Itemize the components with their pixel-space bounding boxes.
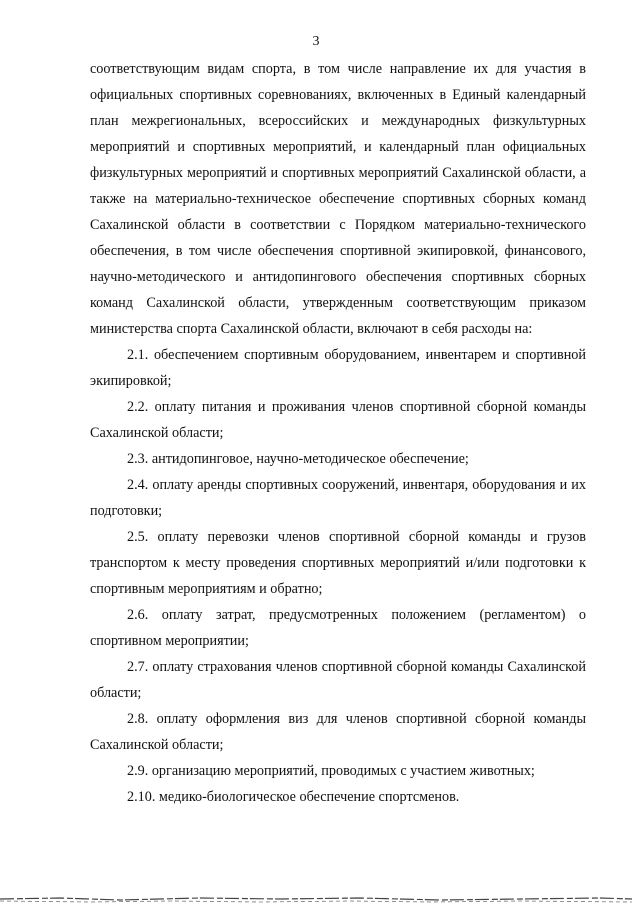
list-item-2-3: 2.3. антидопинговое, научно-методическое обеспечение; [127, 451, 469, 467]
list-item-2-6: 2.6. оплату затрат, предусмотренных положением (регламентом) о спортивном мероприятии; [90, 607, 586, 649]
list-item-2-10: 2.10. медико-биологическое обеспечение спортсменов. [127, 789, 460, 805]
list-item-2-9: 2.9. организацию мероприятий, проводимых с участием животных; [127, 763, 535, 779]
list-item-2-5: 2.5. оплату перевозки членов спортивной сборной команды и грузов транспортом к месту проведения спортивных мероприятий и/или подготовки к спортивным мероприятиям и обратно; [90, 529, 586, 597]
scan-edge-artifact [0, 893, 632, 905]
list-item-2-2: 2.2. оплату питания и проживания членов спортивной сборной команды Сахалинской области; [90, 399, 586, 441]
list-item-2-8: 2.8. оплату оформления виз для членов спортивной сборной команды Сахалинской области; [90, 711, 586, 753]
list-item-2-1: 2.1. обеспечением спортивным оборудованием, инвентарем и спортивной экипировкой; [90, 347, 586, 389]
intro-paragraph: соответствующим видам спорта, в том числе направление их для участия в официальных спортивных соревнованиях, включенных в Единый календарный план межрегиональных, всероссийских и международных физкультурных мероприятий и спортивных мероприятий, и календарный план официальных физкультурных мероприятий и спортивных мероприятий Сахалинской области, а также на материально-техническое обеспечение спортивных сборных команд Сахалинской области в соответствии с Порядком материально-технического обеспечения, в том числе обеспечения спортивной экипировкой, финансового, научно-методического и антидопингового обеспечения спортивных сборных команд Сахалинской области, утвержденным соответствующим приказом министерства спорта Сахалинской области, включают в себя расходы на: [90, 61, 586, 337]
list-item-2-7: 2.7. оплату страхования членов спортивной сборной команды Сахалинской области; [90, 659, 586, 701]
document-body [90, 56, 586, 810]
page-number: 3 [312, 34, 320, 49]
list-item-2-4: 2.4. оплату аренды спортивных сооружений, инвентаря, оборудования и их подготовки; [90, 477, 586, 519]
